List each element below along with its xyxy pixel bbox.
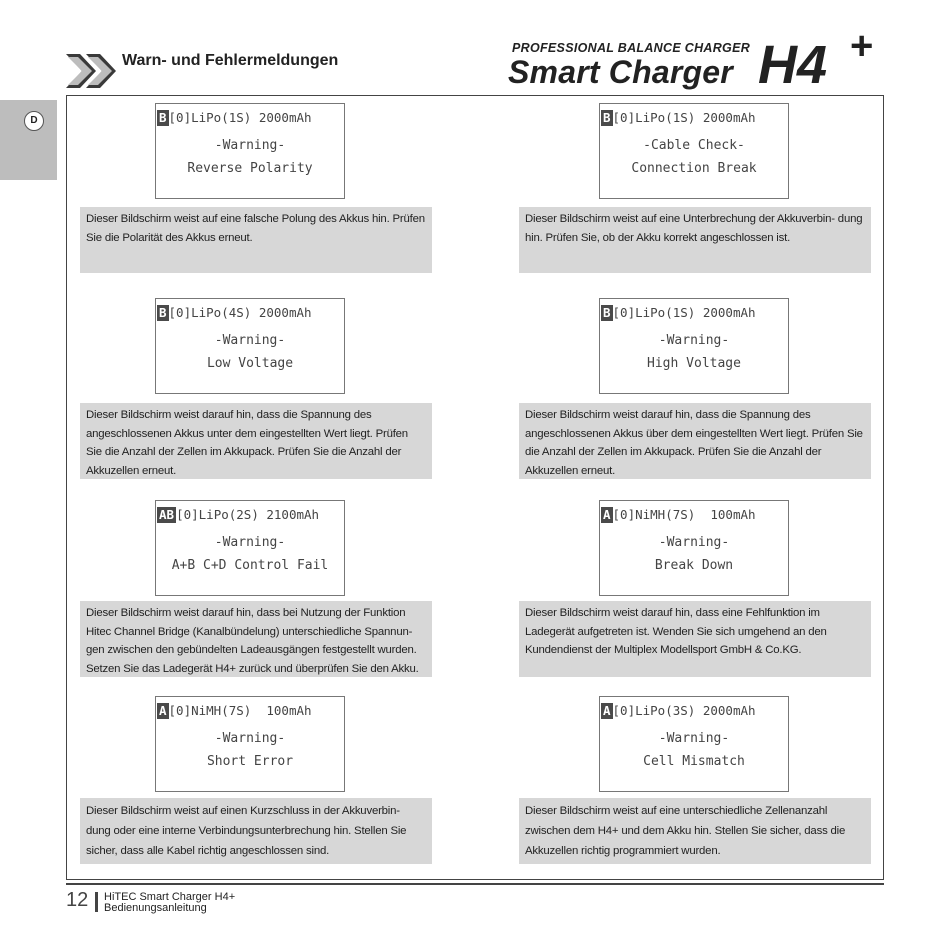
lcd-header — [156, 703, 344, 719]
lcd-line-2: Break Down — [654, 558, 734, 573]
brand-subtitle: PROFESSIONAL BALANCE CHARGER — [512, 41, 751, 55]
lcd-header — [600, 703, 788, 719]
lcd-line-1: -Warning- — [214, 333, 286, 348]
lcd-line-1: -Warning- — [214, 138, 286, 153]
lcd-header-text: [0]LiPo(2S) 2100mAh — [176, 507, 320, 522]
lcd-channel-badge: B — [159, 305, 167, 320]
footer-doc-type: Bedienungsanleitung — [104, 902, 207, 914]
lcd-screen-cell-mismatch — [599, 696, 789, 792]
brand-name: Smart Charger — [508, 54, 733, 90]
lcd-line-1: -Warning- — [214, 535, 286, 550]
footer-product-name: HiTEC Smart Charger H4+ — [104, 891, 236, 903]
footer-divider — [95, 892, 98, 912]
lcd-line-2: Short Error — [206, 754, 294, 769]
description-high-voltage: Dieser Bildschirm weist darauf hin, dass die Spannung des angeschlossenen Akkus über dem eingestellten Wert liegt. Prüfen Sie die Anzahl der Zellen im Akkupack. Prüfen Sie die Anzahl der Akkuzellen erneut. — [519, 403, 871, 479]
lcd-channel-badge: B — [603, 110, 611, 125]
lcd-channel-badge: AB — [159, 507, 175, 522]
lcd-line-1: -Warning- — [658, 731, 730, 746]
lcd-channel-badge: A — [159, 703, 167, 718]
double-chevron-icon — [66, 54, 118, 88]
lcd-line-1: -Cable Check- — [643, 138, 745, 153]
lcd-header-text: [0]LiPo(3S) 2000mAh — [612, 703, 756, 718]
lcd-screen-reverse-polarity — [155, 103, 345, 199]
lcd-line-2: Low Voltage — [206, 356, 294, 371]
lcd-screen-control-fail — [155, 500, 345, 596]
lcd-line-2: High Voltage — [647, 356, 741, 371]
lcd-header-text: [0]LiPo(4S) 2000mAh — [168, 305, 312, 320]
description-short-error: Dieser Bildschirm weist auf einen Kurzschluss in der Akkuverbin- dung oder eine interne Verbindungsunterbrechung hin. Stellen Sie sicher, dass alle Kabel richtig angeschlossen sind. — [80, 798, 432, 864]
lcd-header-text: [0]LiPo(1S) 2000mAh — [612, 110, 756, 125]
language-badge: D — [24, 111, 44, 131]
description-break-down: Dieser Bildschirm weist darauf hin, dass eine Fehlfunktion im Ladegerät aufgetreten ist. Wenden Sie sich umgehend an den Kundendienst der Multiplex Modellsport GmbH & Co.KG. — [519, 601, 871, 677]
lcd-header — [600, 507, 788, 523]
lcd-header-text: [0]LiPo(1S) 2000mAh — [168, 110, 312, 125]
lcd-header-text: [0]NiMH(7S) 100mAh — [168, 703, 312, 718]
lcd-header-text: [0]LiPo(1S) 2000mAh — [612, 305, 756, 320]
lcd-header — [600, 305, 788, 321]
lcd-header — [156, 110, 344, 126]
brand-plus: + — [850, 24, 874, 68]
lcd-channel-badge: B — [159, 110, 167, 125]
lcd-line-2: Cell Mismatch — [643, 754, 745, 769]
lcd-line-1: -Warning- — [658, 535, 730, 550]
lcd-line-2: Reverse Polarity — [187, 161, 313, 176]
lcd-screen-high-voltage — [599, 298, 789, 394]
lcd-line-1: -Warning- — [658, 333, 730, 348]
lcd-line-2: Connection Break — [631, 161, 757, 176]
lcd-header — [600, 110, 788, 126]
lcd-screen-connection-break — [599, 103, 789, 199]
lcd-channel-badge: A — [603, 507, 611, 522]
lcd-screen-short-error — [155, 696, 345, 792]
lcd-header-text: [0]NiMH(7S) 100mAh — [612, 507, 756, 522]
lcd-screen-break-down — [599, 500, 789, 596]
brand-model: H4 — [758, 35, 828, 95]
description-low-voltage: Dieser Bildschirm weist darauf hin, dass die Spannung des angeschlossenen Akkus unter dem eingestellten Wert liegt. Prüfen Sie die Anzahl der Zellen im Akkupack. Prüfen Sie die Anzahl der Akkuzellen erneut. — [80, 403, 432, 479]
page-section-title: Warn- und Fehlermeldungen — [122, 52, 339, 69]
description-connection-break: Dieser Bildschirm weist auf eine Unterbrechung der Akkuverbin- dung hin. Prüfen Sie, ob der Akku korrekt angeschlossen ist. — [519, 207, 871, 273]
page-number: 12 — [66, 889, 89, 911]
lcd-line-1: -Warning- — [214, 731, 286, 746]
frame-bottom-rule — [66, 883, 884, 885]
lcd-header — [156, 507, 344, 523]
lcd-header — [156, 305, 344, 321]
lcd-channel-badge: A — [603, 703, 611, 718]
description-control-fail: Dieser Bildschirm weist darauf hin, dass bei Nutzung der Funktion Hitec Channel Bridge (Kanalbündelung) unterschiedliche Spannun- gen zwischen den gebündelten Ladeausgängen festgestellt wurden. Setzen Sie das Ladegerät H4+ zurück und überprüfen Sie den Akku. — [80, 601, 432, 677]
lcd-channel-badge: B — [603, 305, 611, 320]
lcd-screen-low-voltage — [155, 298, 345, 394]
description-reverse-polarity: Dieser Bildschirm weist auf eine falsche Polung des Akkus hin. Prüfen Sie die Polarität des Akkus erneut. — [80, 207, 432, 273]
lcd-line-2: A+B C+D Control Fail — [171, 558, 329, 573]
description-cell-mismatch: Dieser Bildschirm weist auf eine unterschiedliche Zellenanzahl zwischen dem H4+ und dem Akku hin. Stellen Sie sicher, dass die Akkuzellen richtig programmiert wurden. — [519, 798, 871, 864]
